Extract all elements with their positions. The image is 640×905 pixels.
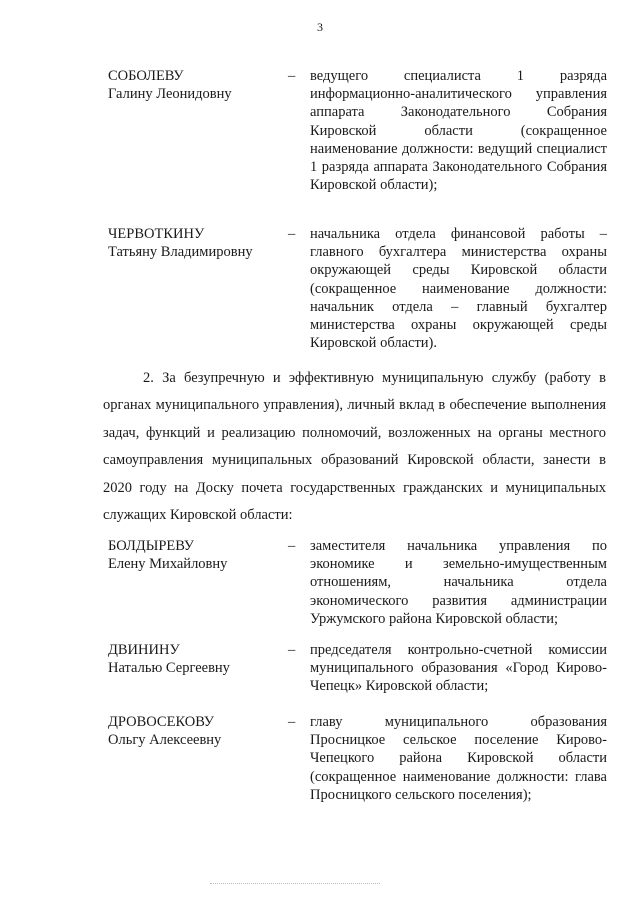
surname: СОБОЛЕВУ: [108, 68, 184, 84]
given-names: Татьяну Владимировну: [108, 244, 253, 261]
position-description: ведущего специалиста 1 разряда информационно-аналитического управления аппарата Законодательного Собрания Кировской области (сокращенное наименование должности: ведущий специалист 1 разряда аппарата Законодательного Собрания Кировской области);: [310, 68, 607, 194]
surname: ДВИНИНУ: [108, 642, 180, 658]
scan-artifact: [210, 883, 380, 886]
dash-separator: –: [288, 714, 296, 730]
page-number: 3: [317, 20, 323, 34]
surname: БОЛДЫРЕВУ: [108, 538, 195, 554]
person-name: [108, 537, 283, 573]
person-name: [108, 641, 283, 677]
dash-separator: –: [288, 68, 296, 84]
given-names: Ольгу Алексеевну: [108, 732, 222, 749]
body-paragraph: 2. За безупречную и эффективную муниципальную службу (работу в органах муниципального управления), личный вклад в обеспечение выполнения задач, функций и реализацию полномочий, возложенных на органы местного самоуправления муниципальных образований Кировской области, занести в 2020 году на Доску почета государственных гражданских и муниципальных служащих Кировской области:: [103, 370, 606, 524]
person-name: [108, 225, 283, 261]
given-names: Елену Михайловну: [108, 556, 228, 573]
dash-separator: –: [288, 642, 296, 658]
dash-separator: –: [288, 538, 296, 554]
position-description: председателя контрольно-счетной комиссии муниципального образования «Город Кирово-Чепецк» Кировской области;: [310, 642, 607, 695]
surname: ЧЕРВОТКИНУ: [108, 226, 205, 242]
position-description: начальника отдела финансовой работы – главного бухгалтера министерства охраны окружающей среды Кировской области (сокращенное наименование должности: начальник отдела – главный бухгалтер министерства охраны окружающей среды Кировской области).: [310, 226, 607, 352]
surname: ДРОВОСЕКОВУ: [108, 714, 214, 730]
person-name: [108, 67, 283, 103]
given-names: Галину Леонидовну: [108, 86, 232, 103]
person-name: [108, 713, 283, 749]
position-description: главу муниципального образования Просницкое сельское поселение Кирово-Чепецкого района Кировской области (сокращенное наименование должности: глава Просницкого сельского поселения);: [310, 714, 607, 803]
position-description: заместителя начальника управления по экономике и земельно-имущественным отношениям, начальника отдела экономического развития администрации Уржумского района Кировской области;: [310, 538, 607, 627]
dash-separator: –: [288, 226, 296, 242]
given-names: Наталью Сергеевну: [108, 660, 230, 677]
